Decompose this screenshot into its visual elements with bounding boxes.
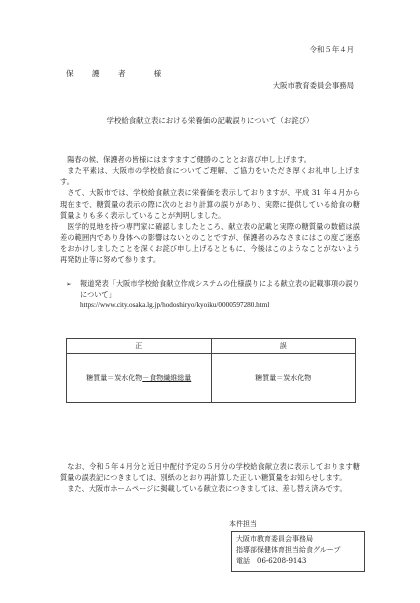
contact-label: 本件担当	[229, 520, 257, 528]
arrow-bullet-icon: ➢	[66, 280, 72, 288]
press-release-notice	[66, 278, 366, 311]
correct-header: 正	[67, 339, 212, 354]
body-text	[60, 154, 360, 266]
body-paragraph: 医学的見地を持つ専門家に確認しましたところ、献立表の記載と実際の糖質量の数値は誤差の範囲内であり身体への影響はないとのことですが、保護者のみなさまにはこの度ご迷惑をおかけしましたことを深くお詫び申し上げるとともに、今後はこのようなことがないよう再発防止等に努めて参ります。	[60, 221, 360, 265]
contact-box	[231, 531, 365, 572]
addressee-role: 保 護 者	[66, 69, 134, 78]
body-paragraph: さて、大阪市では、学校給食献立表に栄養価を表示しておりますが、平成 31 年４月から現在まで、糖質量の表示の際に次のとおり計算の誤りがあり、実際に提供している給食の糖質量よりも多く表示していることが判明しました。	[60, 188, 360, 220]
closing-text	[60, 461, 360, 494]
body-paragraph: また平素は、大阪市の学校給食についてご理解、ご協力をいただき厚くお礼申し上げます。	[60, 166, 360, 187]
contact-org: 大阪市教育委員会事務局	[236, 535, 313, 543]
addressee-honorific: 様	[153, 69, 162, 78]
document-title: 学校給食献立表における栄養価の記載誤りについて（お詫び）	[106, 116, 314, 125]
contact-phone: 06-6208-9143	[257, 557, 307, 566]
correct-formula-underlined: －食物繊維総量	[142, 373, 192, 382]
correct-formula-prefix: 糖質量＝炭水化物	[86, 373, 143, 382]
contact-phone-line	[236, 556, 360, 567]
press-release-text: 報道発表「大阪市学校給食献立作成システムの仕様誤りによる献立表の記載事項の誤りについて」	[80, 279, 360, 300]
contact-phone-label: 電話	[236, 557, 250, 566]
closing-paragraph: また、大阪市ホームページに掲載している献立表につきましては、差し替え済みです。	[67, 484, 347, 494]
body-paragraph: 陽春の候、保護者の皆様にはますますご健勝のこととお喜び申し上げます。	[67, 155, 311, 164]
press-release-url[interactable]: https://www.city.osaka.lg.jp/hodoshiryo/kyoiku/0000597280.html	[80, 301, 270, 310]
correct-formula	[67, 354, 212, 403]
wrong-header: 誤	[211, 339, 356, 354]
wrong-formula: 糖質量＝炭水化物	[211, 354, 356, 403]
contact-dept: 指導部保健体育担当給食グループ	[236, 546, 341, 555]
addressee	[66, 68, 162, 80]
document-date: 令和５年４月	[309, 45, 354, 54]
correction-table	[66, 338, 356, 403]
closing-paragraph: なお、令和５年４月分と近日中配付予定の５月分の学校給食献立表に表示しております糖質量の誤表記につきましては、別紙のとおり再計算した正しい糖質量をお知らせします。	[60, 462, 360, 483]
sender-organization: 大阪市教育委員会事務局	[272, 81, 354, 90]
